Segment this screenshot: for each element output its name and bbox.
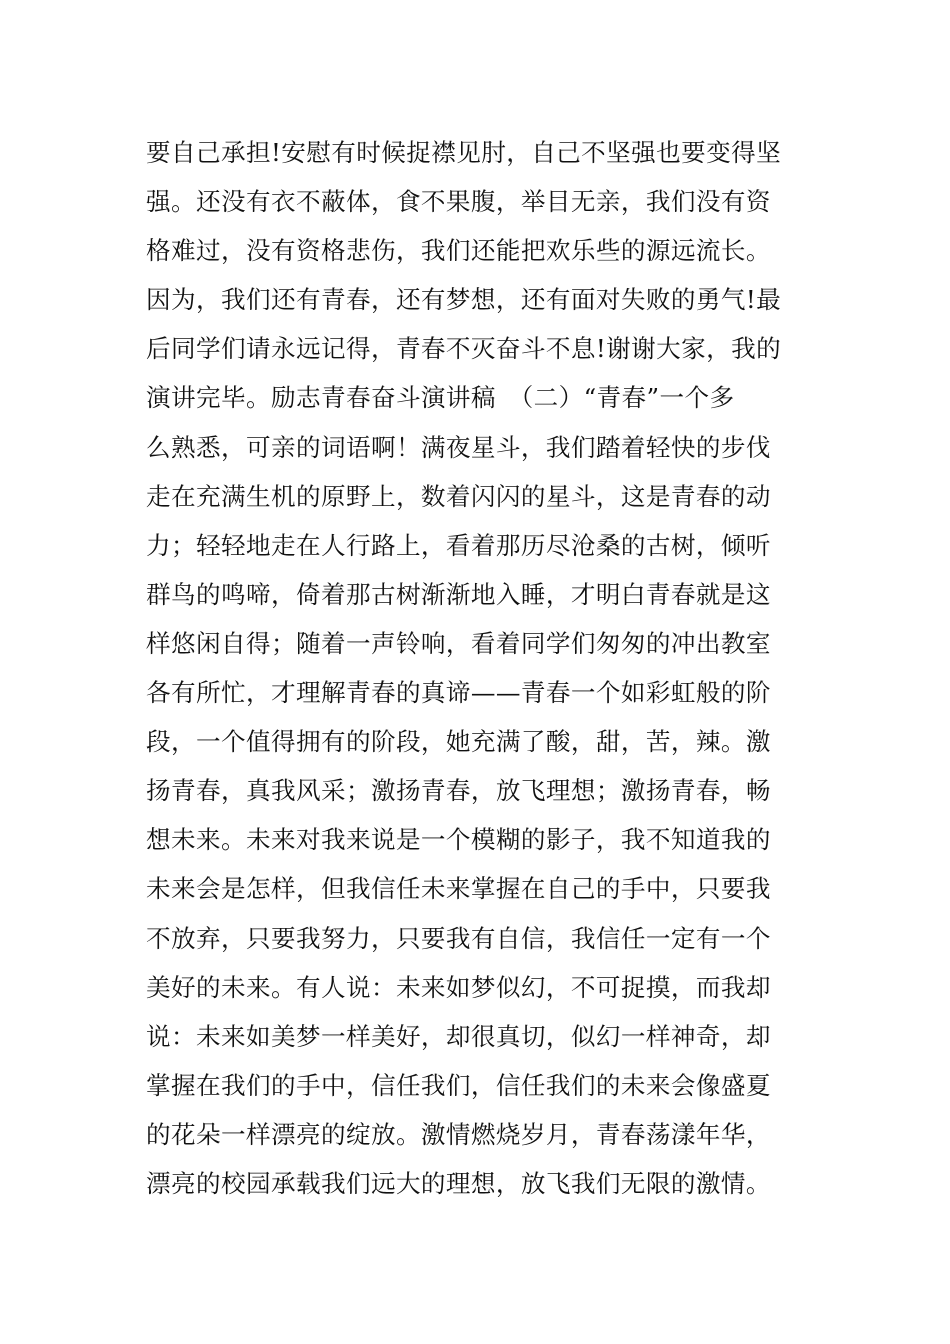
- text-line: 样悠闲自得；随着一声铃响，看着同学们匆匆的冲出教室: [146, 628, 771, 658]
- text-line: 美好的未来。有人说：未来如梦似幻，不可捉摸，而我却: [146, 972, 771, 1002]
- text-line: 未来会是怎样，但我信任未来掌握在自己的手中，只要我: [146, 874, 771, 904]
- text-line: 漂亮的校园承载我们远大的理想，放飞我们无限的激情。: [146, 1168, 771, 1198]
- text-line: 想未来。未来对我来说是一个模糊的影子，我不知道我的: [146, 825, 771, 855]
- text-line: 力；轻轻地走在人行路上，看着那历尽沧桑的古树，倾听: [146, 530, 771, 560]
- text-line: 群鸟的鸣啼，倚着那古树渐渐地入睡，才明白青春就是这: [146, 579, 771, 609]
- text-line: 掌握在我们的手中，信任我们，信任我们的未来会像盛夏: [146, 1070, 771, 1100]
- text-line: 后同学们请永远记得，青春不灭奋斗不息!谢谢大家，我的: [146, 334, 782, 364]
- text-line: 要自己承担!安慰有时候捉襟见肘，自己不坚强也要变得坚: [146, 138, 782, 167]
- text-line: 因为，我们还有青春，还有梦想，还有面对失败的勇气!最: [146, 285, 782, 315]
- text-line: 不放弃，只要我努力，只要我有自信，我信任一定有一个: [146, 923, 771, 953]
- text-line: 扬青春，真我风采；激扬青春，放飞理想；激扬青春，畅: [146, 776, 771, 806]
- text-line: 演讲完毕。励志青春奋斗演讲稿 （二）“青春”一个多: [146, 383, 735, 413]
- text-line: 走在充满生机的原野上，数着闪闪的星斗，这是青春的动: [146, 481, 771, 511]
- body-text: [146, 128, 816, 1208]
- text-line: 段，一个值得拥有的阶段，她充满了酸，甜，苦，辣。激: [146, 727, 771, 757]
- text-line: 格难过，没有资格悲伤，我们还能把欢乐些的源远流长。: [146, 236, 771, 266]
- text-line: 强。还没有衣不蔽体，食不果腹，举目无亲，我们没有资: [146, 187, 771, 217]
- text-line: 说：未来如美梦一样美好，却很真切，似幻一样神奇，却: [146, 1021, 771, 1051]
- text-line: 的花朵一样漂亮的绽放。激情燃烧岁月，青春荡漾年华，: [146, 1119, 771, 1149]
- text-line: 各有所忙，才理解青春的真谛——青春一个如彩虹般的阶: [146, 678, 771, 708]
- text-line: 么熟悉，可亲的词语啊！满夜星斗，我们踏着轻快的步伐: [146, 432, 771, 462]
